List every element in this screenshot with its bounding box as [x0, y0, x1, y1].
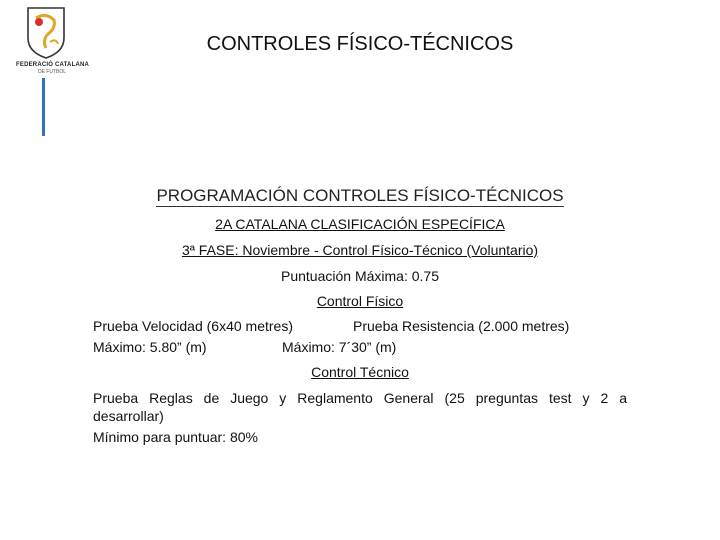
- speed-max-line: Máximo: 5.80” (m): [93, 339, 207, 355]
- page-title: CONTROLES FÍSICO-TÉCNICOS: [206, 33, 514, 55]
- min-score-line: Mínimo para puntuar: 80%: [93, 429, 258, 445]
- endurance-test-line: Prueba Resistencia (2.000 metres): [353, 318, 570, 334]
- rules-test-line: Prueba Reglas de Juego y Reglamento General (25 preguntas test y 2 a: [93, 390, 627, 406]
- accent-divider: [42, 78, 45, 136]
- section-subtitle: [0, 186, 720, 206]
- physical-heading: Control Físico: [316, 293, 404, 309]
- technical-heading: Control Técnico: [311, 364, 409, 380]
- max-score-line: Puntuación Máxima: 0.75: [281, 268, 439, 284]
- speed-test-line: Prueba Velocidad (6x40 metres): [93, 318, 293, 334]
- logo-label: FEDERACIÓ CATALANA: [16, 62, 90, 68]
- rules-test-line-cont: desarrollar): [93, 408, 164, 424]
- category-line: 2A CATALANA CLASIFICACIÓN ESPECÍFICA: [215, 216, 505, 232]
- endurance-max-line: Máximo: 7´30” (m): [282, 339, 397, 355]
- phase-line: 3ª FASE: Noviembre - Control Físico-Técnico (Voluntario): [181, 242, 539, 258]
- section-subtitle-text: PROGRAMACIÓN CONTROLES FÍSICO-TÉCNICOS: [156, 186, 564, 205]
- logo-sub: DE FUTBOL: [37, 69, 67, 75]
